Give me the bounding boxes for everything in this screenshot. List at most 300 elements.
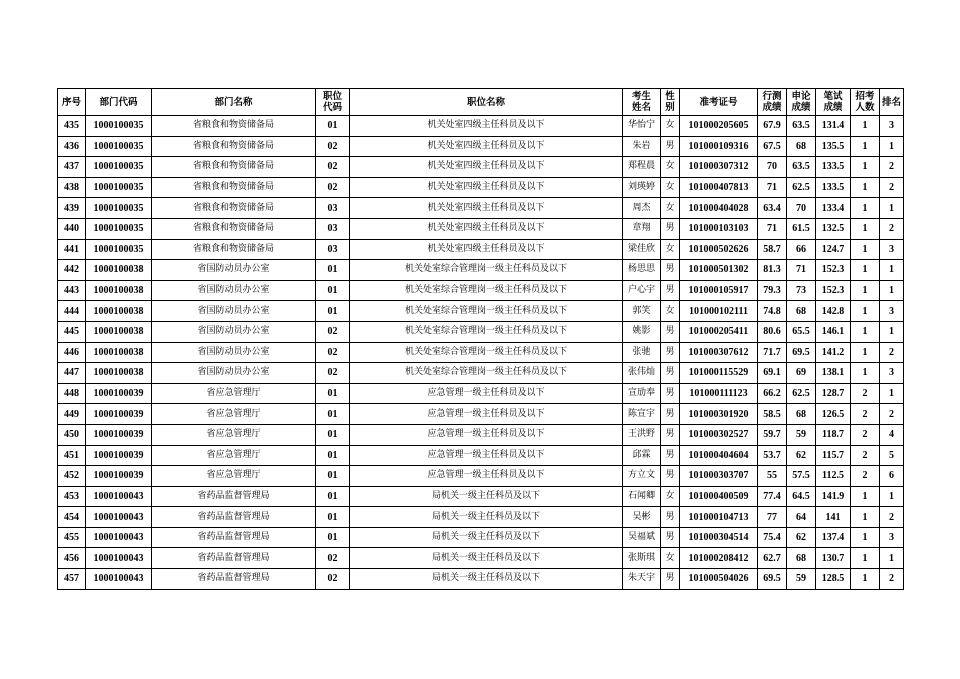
cell-dept-code: 1000100043	[86, 486, 152, 507]
cell-pos-name: 应急管理一级主任科员及以下	[350, 424, 623, 445]
cell-pos-code: 03	[316, 198, 350, 219]
cell-sl: 61.5	[787, 218, 816, 239]
cell-xc: 58.7	[758, 239, 787, 260]
cell-pos-name: 机关处室综合管理岗一级主任科员及以下	[350, 363, 623, 384]
table-row	[58, 239, 904, 260]
cell-dept-code: 1000100039	[86, 383, 152, 404]
cell-exam-no: 101000404604	[680, 445, 758, 466]
cell-xc: 67.9	[758, 116, 787, 137]
cell-bs: 133.4	[816, 198, 851, 219]
cell-seq: 448	[58, 383, 86, 404]
cell-gender: 男	[661, 404, 680, 425]
cell-bs: 124.7	[816, 239, 851, 260]
cell-gender: 男	[661, 466, 680, 487]
cell-rank: 6	[880, 466, 904, 487]
cell-rank: 3	[880, 239, 904, 260]
cell-dept-name: 省粮食和物资储备局	[152, 239, 316, 260]
cell-gender: 女	[661, 157, 680, 178]
cell-exam-no: 101000103103	[680, 218, 758, 239]
cell-gender: 男	[661, 445, 680, 466]
cell-gender: 女	[661, 548, 680, 569]
cell-sl: 68	[787, 548, 816, 569]
cell-bs: 141.9	[816, 486, 851, 507]
cell-dept-name: 省应急管理厅	[152, 404, 316, 425]
cell-xc: 58.5	[758, 404, 787, 425]
cell-pos-code: 02	[316, 136, 350, 157]
cell-pos-name: 机关处室四级主任科员及以下	[350, 239, 623, 260]
table-row	[58, 342, 904, 363]
cell-sl: 62	[787, 527, 816, 548]
cell-dept-name: 省应急管理厅	[152, 466, 316, 487]
cell-rank: 3	[880, 363, 904, 384]
cell-exam-no: 101000104713	[680, 507, 758, 528]
cell-seq: 443	[58, 280, 86, 301]
cell-exam-no: 101000400509	[680, 486, 758, 507]
cell-rank: 1	[880, 280, 904, 301]
header-quota: 招考人数	[851, 89, 880, 116]
cell-pos-code: 01	[316, 424, 350, 445]
cell-dept-name: 省药品监督管理局	[152, 527, 316, 548]
cell-exam-no: 101000304514	[680, 527, 758, 548]
cell-gender: 男	[661, 569, 680, 590]
cell-dept-name: 省应急管理厅	[152, 383, 316, 404]
cell-pos-name: 机关处室四级主任科员及以下	[350, 116, 623, 137]
cell-dept-code: 1000100043	[86, 548, 152, 569]
cell-name: 姚影	[623, 321, 661, 342]
cell-bs: 133.5	[816, 157, 851, 178]
cell-dept-code: 1000100035	[86, 136, 152, 157]
cell-seq: 442	[58, 260, 86, 281]
cell-exam-no: 101000102111	[680, 301, 758, 322]
cell-pos-code: 02	[316, 342, 350, 363]
cell-gender: 男	[661, 363, 680, 384]
cell-sl: 64.5	[787, 486, 816, 507]
cell-dept-name: 省药品监督管理局	[152, 507, 316, 528]
cell-sl: 62	[787, 445, 816, 466]
table-row	[58, 383, 904, 404]
cell-seq: 453	[58, 486, 86, 507]
cell-bs: 152.3	[816, 260, 851, 281]
cell-rank: 2	[880, 404, 904, 425]
cell-gender: 女	[661, 198, 680, 219]
cell-pos-code: 02	[316, 363, 350, 384]
cell-dept-code: 1000100039	[86, 445, 152, 466]
cell-rank: 1	[880, 198, 904, 219]
cell-pos-name: 机关处室综合管理岗一级主任科员及以下	[350, 280, 623, 301]
table-row	[58, 424, 904, 445]
cell-bs: 118.7	[816, 424, 851, 445]
cell-sl: 63.5	[787, 116, 816, 137]
table-row	[58, 548, 904, 569]
cell-rank: 3	[880, 301, 904, 322]
header-seq: 序号	[58, 89, 86, 116]
cell-name: 宣劢奉	[623, 383, 661, 404]
cell-quota: 1	[851, 157, 880, 178]
cell-sl: 62.5	[787, 383, 816, 404]
cell-dept-name: 省应急管理厅	[152, 445, 316, 466]
cell-xc: 71.7	[758, 342, 787, 363]
header-row	[58, 89, 904, 116]
header-dept-name: 部门名称	[152, 89, 316, 116]
cell-exam-no: 101000502626	[680, 239, 758, 260]
cell-dept-name: 省国防动员办公室	[152, 363, 316, 384]
cell-exam-no: 101000501302	[680, 260, 758, 281]
cell-name: 朱岩	[623, 136, 661, 157]
cell-exam-no: 101000105917	[680, 280, 758, 301]
cell-dept-name: 省粮食和物资储备局	[152, 218, 316, 239]
cell-name: 梁佳欣	[623, 239, 661, 260]
cell-exam-no: 101000404028	[680, 198, 758, 219]
cell-exam-no: 101000303707	[680, 466, 758, 487]
cell-name: 张斯琪	[623, 548, 661, 569]
cell-gender: 男	[661, 342, 680, 363]
cell-rank: 3	[880, 116, 904, 137]
cell-dept-name: 省粮食和物资储备局	[152, 136, 316, 157]
header-exam-no: 准考证号	[680, 89, 758, 116]
cell-exam-no: 101000307612	[680, 342, 758, 363]
table-body	[58, 116, 904, 590]
cell-rank: 1	[880, 486, 904, 507]
cell-name: 周杰	[623, 198, 661, 219]
cell-dept-code: 1000100038	[86, 363, 152, 384]
cell-quota: 1	[851, 177, 880, 198]
cell-pos-name: 机关处室综合管理岗一级主任科员及以下	[350, 301, 623, 322]
table-row	[58, 445, 904, 466]
cell-pos-name: 局机关一级主任科员及以下	[350, 569, 623, 590]
cell-name: 户心宇	[623, 280, 661, 301]
table-row	[58, 363, 904, 384]
cell-dept-name: 省国防动员办公室	[152, 342, 316, 363]
cell-bs: 141.2	[816, 342, 851, 363]
cell-gender: 女	[661, 301, 680, 322]
cell-quota: 1	[851, 363, 880, 384]
cell-name: 章翔	[623, 218, 661, 239]
cell-bs: 132.5	[816, 218, 851, 239]
cell-exam-no: 101000205411	[680, 321, 758, 342]
cell-sl: 65.5	[787, 321, 816, 342]
cell-sl: 59	[787, 569, 816, 590]
cell-pos-code: 01	[316, 527, 350, 548]
cell-pos-code: 01	[316, 507, 350, 528]
cell-xc: 67.5	[758, 136, 787, 157]
cell-gender: 男	[661, 218, 680, 239]
header-pos-name: 职位名称	[350, 89, 623, 116]
table-row	[58, 404, 904, 425]
cell-rank: 1	[880, 548, 904, 569]
cell-gender: 女	[661, 239, 680, 260]
cell-dept-name: 省粮食和物资储备局	[152, 116, 316, 137]
cell-quota: 1	[851, 507, 880, 528]
cell-pos-code: 01	[316, 445, 350, 466]
cell-rank: 2	[880, 218, 904, 239]
cell-dept-name: 省应急管理厅	[152, 424, 316, 445]
cell-exam-no: 101000115529	[680, 363, 758, 384]
cell-dept-code: 1000100038	[86, 321, 152, 342]
cell-exam-no: 101000301920	[680, 404, 758, 425]
cell-xc: 55	[758, 466, 787, 487]
cell-rank: 3	[880, 527, 904, 548]
cell-seq: 455	[58, 527, 86, 548]
cell-rank: 2	[880, 157, 904, 178]
cell-xc: 69.1	[758, 363, 787, 384]
cell-dept-code: 1000100043	[86, 507, 152, 528]
table-row	[58, 157, 904, 178]
cell-bs: 137.4	[816, 527, 851, 548]
cell-xc: 66.2	[758, 383, 787, 404]
table-row	[58, 136, 904, 157]
cell-name: 杨思思	[623, 260, 661, 281]
cell-quota: 1	[851, 136, 880, 157]
cell-bs: 115.7	[816, 445, 851, 466]
cell-rank: 2	[880, 507, 904, 528]
cell-quota: 2	[851, 424, 880, 445]
cell-quota: 1	[851, 486, 880, 507]
cell-seq: 446	[58, 342, 86, 363]
cell-bs: 131.4	[816, 116, 851, 137]
cell-pos-name: 应急管理一级主任科员及以下	[350, 445, 623, 466]
cell-dept-code: 1000100035	[86, 116, 152, 137]
cell-seq: 450	[58, 424, 86, 445]
cell-xc: 79.3	[758, 280, 787, 301]
cell-seq: 435	[58, 116, 86, 137]
cell-seq: 444	[58, 301, 86, 322]
cell-sl: 69	[787, 363, 816, 384]
cell-pos-code: 01	[316, 280, 350, 301]
cell-sl: 73	[787, 280, 816, 301]
table-row	[58, 280, 904, 301]
cell-seq: 441	[58, 239, 86, 260]
table-row	[58, 218, 904, 239]
cell-bs: 146.1	[816, 321, 851, 342]
header-bs: 笔试成绩	[816, 89, 851, 116]
cell-gender: 男	[661, 383, 680, 404]
cell-pos-code: 03	[316, 218, 350, 239]
cell-dept-name: 省药品监督管理局	[152, 486, 316, 507]
cell-exam-no: 101000109316	[680, 136, 758, 157]
header-gender: 性别	[661, 89, 680, 116]
cell-gender: 女	[661, 177, 680, 198]
cell-name: 刘瑛婷	[623, 177, 661, 198]
cell-rank: 2	[880, 177, 904, 198]
cell-gender: 男	[661, 527, 680, 548]
cell-pos-code: 02	[316, 548, 350, 569]
cell-dept-name: 省国防动员办公室	[152, 321, 316, 342]
cell-seq: 451	[58, 445, 86, 466]
cell-quota: 2	[851, 445, 880, 466]
cell-sl: 68	[787, 404, 816, 425]
cell-pos-code: 03	[316, 239, 350, 260]
cell-pos-code: 01	[316, 486, 350, 507]
cell-quota: 1	[851, 260, 880, 281]
cell-pos-name: 机关处室综合管理岗一级主任科员及以下	[350, 342, 623, 363]
cell-bs: 133.5	[816, 177, 851, 198]
cell-quota: 2	[851, 404, 880, 425]
cell-gender: 男	[661, 260, 680, 281]
cell-seq: 447	[58, 363, 86, 384]
cell-name: 吴彬	[623, 507, 661, 528]
cell-pos-name: 应急管理一级主任科员及以下	[350, 383, 623, 404]
cell-quota: 1	[851, 116, 880, 137]
cell-quota: 1	[851, 569, 880, 590]
cell-xc: 77.4	[758, 486, 787, 507]
cell-gender: 男	[661, 424, 680, 445]
cell-exam-no: 101000208412	[680, 548, 758, 569]
cell-sl: 66	[787, 239, 816, 260]
cell-pos-code: 01	[316, 383, 350, 404]
table-row	[58, 466, 904, 487]
cell-dept-code: 1000100039	[86, 466, 152, 487]
cell-quota: 1	[851, 198, 880, 219]
cell-exam-no: 101000504026	[680, 569, 758, 590]
cell-xc: 81.3	[758, 260, 787, 281]
cell-dept-code: 1000100038	[86, 342, 152, 363]
cell-pos-code: 02	[316, 157, 350, 178]
cell-seq: 452	[58, 466, 86, 487]
cell-gender: 女	[661, 116, 680, 137]
cell-xc: 70	[758, 157, 787, 178]
cell-quota: 2	[851, 383, 880, 404]
cell-bs: 152.3	[816, 280, 851, 301]
table-row	[58, 301, 904, 322]
table-row	[58, 260, 904, 281]
cell-quota: 1	[851, 527, 880, 548]
cell-pos-name: 局机关一级主任科员及以下	[350, 548, 623, 569]
cell-exam-no: 101000302527	[680, 424, 758, 445]
cell-pos-name: 机关处室四级主任科员及以下	[350, 177, 623, 198]
cell-seq: 436	[58, 136, 86, 157]
cell-pos-name: 机关处室综合管理岗一级主任科员及以下	[350, 260, 623, 281]
table-row	[58, 569, 904, 590]
table-row	[58, 486, 904, 507]
cell-xc: 77	[758, 507, 787, 528]
cell-exam-no: 101000407813	[680, 177, 758, 198]
cell-exam-no: 101000111123	[680, 383, 758, 404]
cell-xc: 59.7	[758, 424, 787, 445]
cell-name: 张驰	[623, 342, 661, 363]
cell-exam-no: 101000205605	[680, 116, 758, 137]
cell-dept-name: 省粮食和物资储备局	[152, 157, 316, 178]
cell-xc: 74.8	[758, 301, 787, 322]
cell-dept-name: 省国防动员办公室	[152, 301, 316, 322]
cell-name: 华怡宁	[623, 116, 661, 137]
cell-seq: 457	[58, 569, 86, 590]
cell-dept-code: 1000100035	[86, 157, 152, 178]
cell-pos-code: 01	[316, 301, 350, 322]
cell-gender: 男	[661, 507, 680, 528]
cell-dept-code: 1000100035	[86, 239, 152, 260]
cell-seq: 445	[58, 321, 86, 342]
cell-dept-code: 1000100038	[86, 301, 152, 322]
cell-pos-name: 机关处室综合管理岗一级主任科员及以下	[350, 321, 623, 342]
cell-seq: 438	[58, 177, 86, 198]
cell-name: 郭笑	[623, 301, 661, 322]
cell-dept-code: 1000100035	[86, 218, 152, 239]
cell-pos-code: 01	[316, 116, 350, 137]
table-row	[58, 321, 904, 342]
cell-dept-code: 1000100039	[86, 404, 152, 425]
cell-rank: 2	[880, 569, 904, 590]
cell-pos-code: 01	[316, 260, 350, 281]
cell-quota: 1	[851, 342, 880, 363]
cell-pos-code: 01	[316, 466, 350, 487]
cell-bs: 138.1	[816, 363, 851, 384]
cell-rank: 5	[880, 445, 904, 466]
cell-gender: 女	[661, 486, 680, 507]
cell-pos-name: 局机关一级主任科员及以下	[350, 507, 623, 528]
cell-quota: 1	[851, 218, 880, 239]
cell-pos-name: 机关处室四级主任科员及以下	[350, 198, 623, 219]
cell-name: 石闻卿	[623, 486, 661, 507]
cell-sl: 63.5	[787, 157, 816, 178]
cell-quota: 1	[851, 280, 880, 301]
cell-name: 郑程晨	[623, 157, 661, 178]
cell-pos-name: 局机关一级主任科员及以下	[350, 527, 623, 548]
cell-dept-code: 1000100038	[86, 260, 152, 281]
cell-xc: 71	[758, 177, 787, 198]
header-sl: 申论成绩	[787, 89, 816, 116]
cell-pos-name: 应急管理一级主任科员及以下	[350, 466, 623, 487]
cell-dept-name: 省药品监督管理局	[152, 569, 316, 590]
cell-pos-name: 机关处室四级主任科员及以下	[350, 218, 623, 239]
cell-dept-code: 1000100038	[86, 280, 152, 301]
cell-dept-name: 省药品监督管理局	[152, 548, 316, 569]
cell-bs: 112.5	[816, 466, 851, 487]
cell-bs: 141	[816, 507, 851, 528]
cell-pos-name: 机关处室四级主任科员及以下	[350, 136, 623, 157]
header-dept-code: 部门代码	[86, 89, 152, 116]
cell-sl: 70	[787, 198, 816, 219]
cell-dept-code: 1000100039	[86, 424, 152, 445]
cell-dept-name: 省粮食和物资储备局	[152, 198, 316, 219]
score-table	[57, 88, 904, 590]
header-xc: 行测成绩	[758, 89, 787, 116]
cell-bs: 130.7	[816, 548, 851, 569]
cell-name: 吴福斌	[623, 527, 661, 548]
cell-quota: 1	[851, 239, 880, 260]
cell-bs: 128.7	[816, 383, 851, 404]
cell-bs: 135.5	[816, 136, 851, 157]
cell-rank: 2	[880, 342, 904, 363]
cell-pos-code: 02	[316, 569, 350, 590]
header-rank: 排名	[880, 89, 904, 116]
cell-sl: 71	[787, 260, 816, 281]
cell-name: 张伟灿	[623, 363, 661, 384]
cell-xc: 62.7	[758, 548, 787, 569]
cell-pos-name: 应急管理一级主任科员及以下	[350, 404, 623, 425]
cell-rank: 1	[880, 260, 904, 281]
cell-xc: 63.4	[758, 198, 787, 219]
cell-sl: 68	[787, 136, 816, 157]
table-row	[58, 198, 904, 219]
cell-dept-name: 省国防动员办公室	[152, 260, 316, 281]
cell-pos-code: 01	[316, 404, 350, 425]
cell-sl: 69.5	[787, 342, 816, 363]
cell-name: 朱天宇	[623, 569, 661, 590]
header-pos-code: 职位代码	[316, 89, 350, 116]
cell-sl: 68	[787, 301, 816, 322]
header-name: 考生姓名	[623, 89, 661, 116]
cell-seq: 449	[58, 404, 86, 425]
cell-pos-name: 机关处室四级主任科员及以下	[350, 157, 623, 178]
cell-xc: 80.6	[758, 321, 787, 342]
cell-seq: 437	[58, 157, 86, 178]
cell-name: 方立文	[623, 466, 661, 487]
table-row	[58, 507, 904, 528]
cell-name: 邱霖	[623, 445, 661, 466]
cell-rank: 4	[880, 424, 904, 445]
cell-xc: 75.4	[758, 527, 787, 548]
cell-dept-name: 省粮食和物资储备局	[152, 177, 316, 198]
